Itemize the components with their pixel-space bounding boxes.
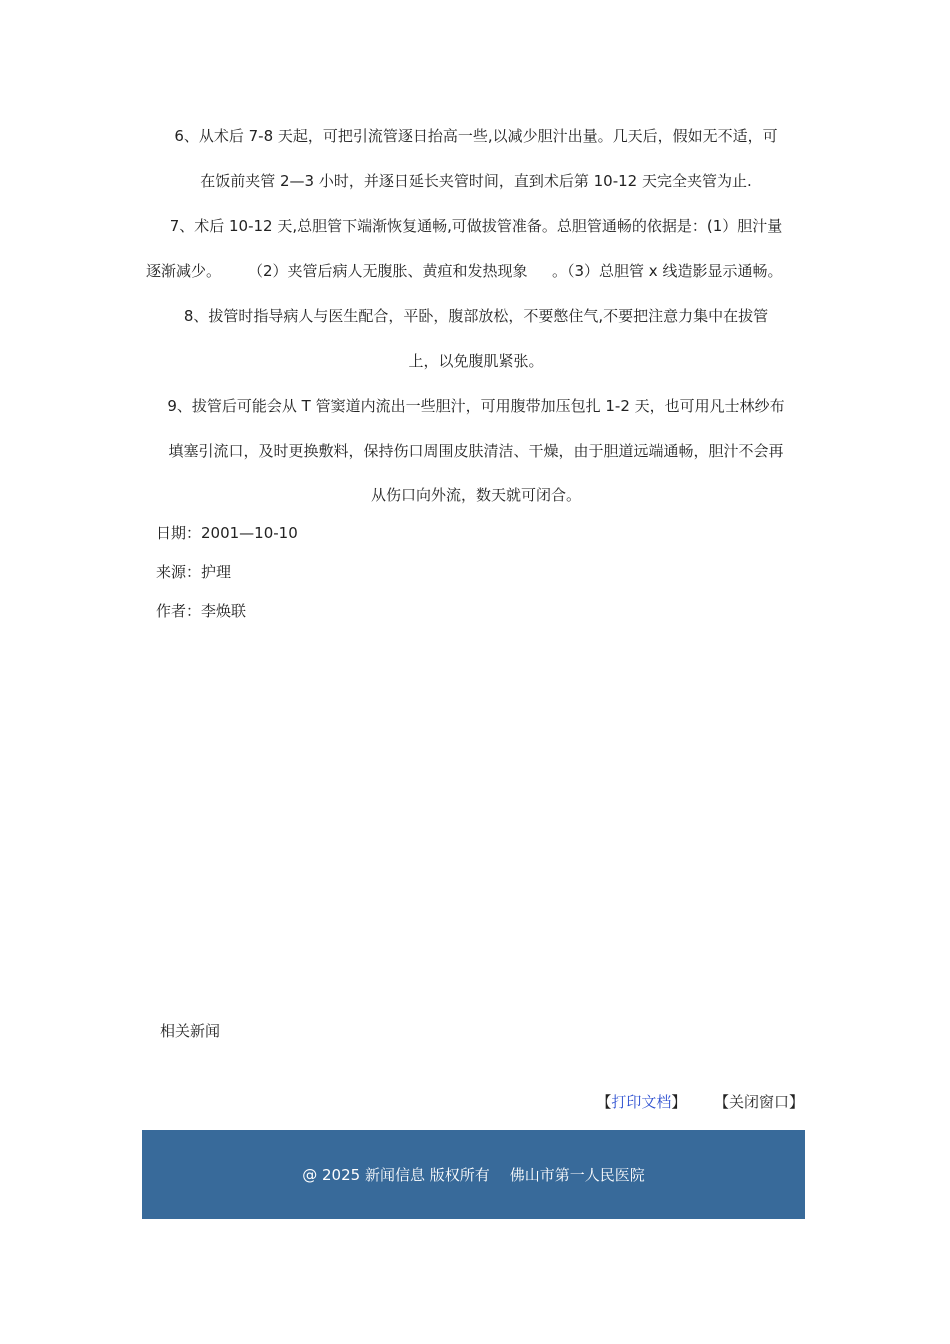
paragraph-7-line-2b: （2）夹管后病人无腹胀、黄疸和发热现象 bbox=[248, 262, 528, 280]
paragraph-7-line-2c: 。（3）总胆管 x 线造影显示通畅。 bbox=[552, 262, 783, 280]
footer-copyright: @ 2025 新闻信息 版权所有 bbox=[302, 1166, 490, 1184]
paragraph-8-line-2: 上，以免腹肌紧张。 bbox=[408, 352, 544, 370]
close-window-link[interactable]: 关闭窗口 bbox=[728, 1093, 789, 1111]
site-footer bbox=[142, 1130, 805, 1219]
print-bracket-close: 】 bbox=[671, 1093, 687, 1111]
print-document-link[interactable]: 打印文档 bbox=[611, 1093, 672, 1111]
print-bracket-open: 【 bbox=[596, 1093, 612, 1111]
paragraph-8-line-1: 8、拔管时指导病人与医生配合，平卧，腹部放松，不要憋住气,不要把注意力集中在拔管 bbox=[183, 307, 769, 325]
paragraph-6-line-1: 6、从术后 7-8 天起，可把引流管逐日抬高一些,以减少胆汁出量。几天后，假如无不适，可 bbox=[174, 127, 778, 145]
close-bracket-close: 】 bbox=[788, 1093, 804, 1111]
related-news-heading: 相关新闻 bbox=[160, 1022, 221, 1040]
article-author: 作者：李焕联 bbox=[156, 602, 247, 620]
article-actions bbox=[596, 1092, 804, 1112]
close-bracket-open: 【 bbox=[713, 1093, 729, 1111]
paragraph-9-line-2: 填塞引流口，及时更换敷料，保持伤口周围皮肤清洁、干燥，由于胆道远端通畅，胆汁不会再 bbox=[168, 442, 784, 460]
footer-hospital-name: 佛山市第一人民医院 bbox=[509, 1166, 645, 1184]
article-source: 来源：护理 bbox=[156, 563, 232, 581]
paragraph-6-line-2: 在饭前夹管 2—3 小时，并逐日延长夹管时间，直到术后第 10-12 天完全夹管为止. bbox=[200, 172, 752, 190]
article-date: 日期：2001—10-10 bbox=[156, 524, 298, 542]
paragraph-9-line-1: 9、拔管后可能会从 T 管窦道内流出一些胆汁，可用腹带加压包扎 1-2 天，也可用凡士林纱布 bbox=[167, 397, 785, 415]
paragraph-9-line-3: 从伤口向外流，数天就可闭合。 bbox=[370, 486, 581, 504]
paragraph-7-line-1: 7、术后 10-12 天,总胆管下端渐恢复通畅,可做拔管准备。总胆管通畅的依据是：(1）胆汁量 bbox=[169, 217, 783, 235]
paragraph-7-line-2a: 逐渐减少。 bbox=[146, 262, 222, 280]
